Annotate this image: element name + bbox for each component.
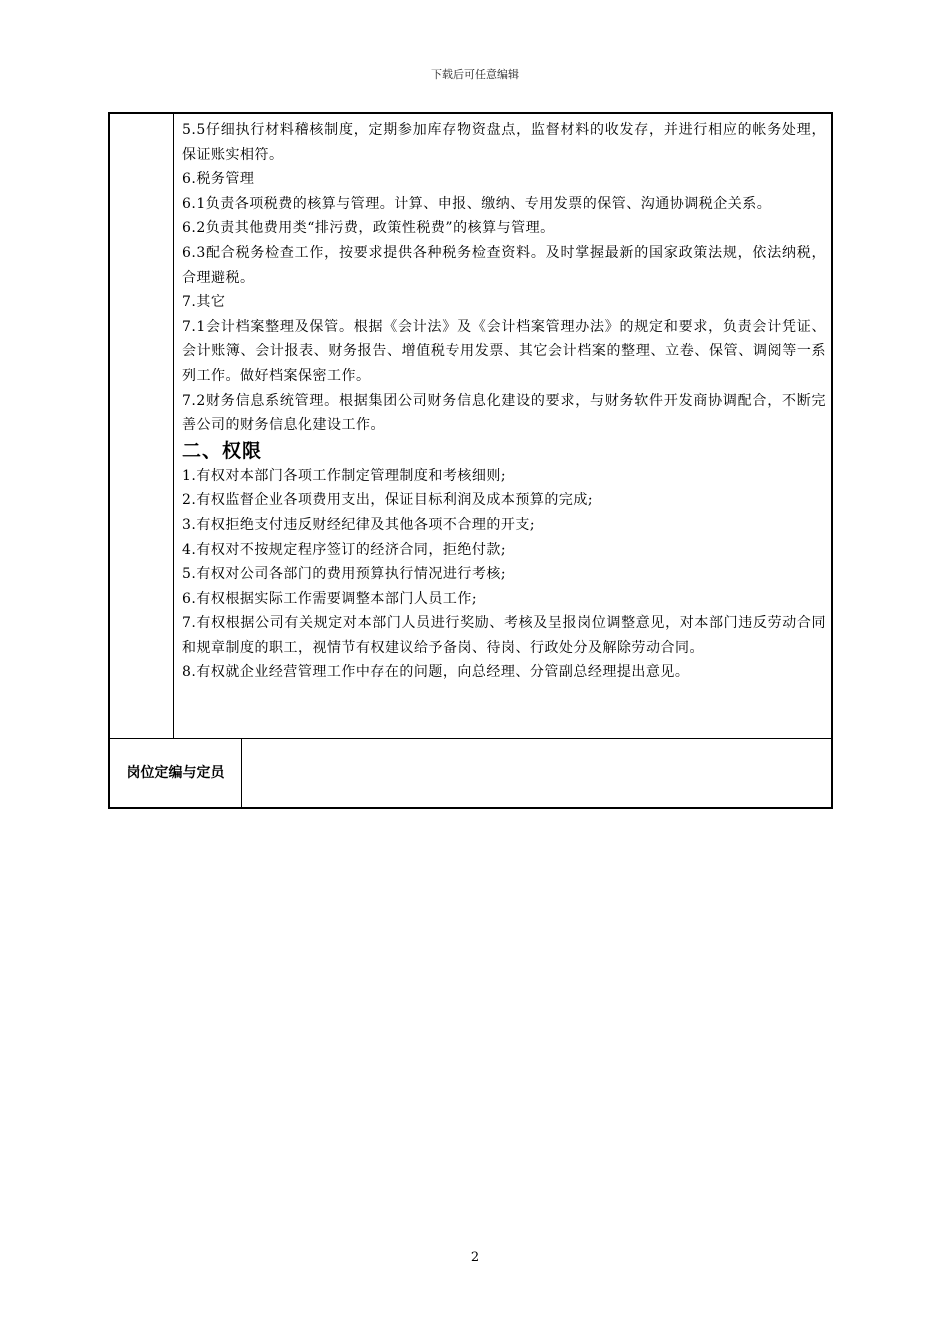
rights-item: 7.有权根据公司有关规定对本部门人员进行奖励、考核及呈报岗位调整意见，对本部门违反劳动合同和规章制度的职工，视情节有权建议给予备岗、待岗、行政处分及解除劳动合同。 bbox=[182, 615, 826, 656]
duty-item: 7.其它 bbox=[182, 294, 226, 311]
page-number: 2 bbox=[470, 1250, 480, 1265]
duty-item: 7.2财务信息系统管理。根据集团公司财务信息化建设的要求，与财务软件开发商协调配合，不断完善公司的财务信息化建设工作。 bbox=[182, 392, 826, 434]
duty-item: 5.5仔细执行材料稽核制度，定期参加库存物资盘点，监督材料的收发存，并进行相应的帐务处理，保证账实相符。 bbox=[182, 122, 826, 163]
rights-item: 1.有权对本部门各项工作制定管理制度和考核细则; bbox=[182, 467, 507, 484]
rights-item: 5.有权对公司各部门的费用预算执行情况进行考核; bbox=[182, 566, 507, 583]
duty-item: 6.3配合税务检查工作，按要求提供各种税务检查资料。及时掌握最新的国家政策法规，依法纳税，合理避税。 bbox=[182, 244, 826, 286]
job-description-table bbox=[108, 112, 833, 809]
left-label-column bbox=[110, 114, 174, 738]
staffing-label: 岗位定编与定员 bbox=[110, 739, 242, 807]
rights-item: 6.有权根据实际工作需要调整本部门人员工作; bbox=[182, 590, 478, 607]
duty-item: 6.2负责其他费用类“排污费，政策性税费”的核算与管理。 bbox=[182, 220, 555, 237]
rights-item: 2.有权监督企业各项费用支出，保证目标利润及成本预算的完成; bbox=[182, 492, 594, 509]
duty-item: 6.税务管理 bbox=[182, 171, 255, 188]
rights-section-title: 二、权限 bbox=[182, 439, 263, 462]
responsibilities-content bbox=[182, 118, 826, 685]
duty-item: 7.1会计档案整理及保管。根据《会计法》及《会计档案管理办法》的规定和要求，负责会计凭证、会计账簿、会计报表、财务报告、增值税专用发票、其它会计档案的整理、立卷、保管、调阅等一系列工作。做好档案保密工作。 bbox=[182, 318, 826, 384]
staffing-value-cell bbox=[242, 739, 831, 807]
rights-item: 4.有权对不按规定程序签订的经济合同，拒绝付款; bbox=[182, 541, 507, 558]
rights-item: 3.有权拒绝支付违反财经纪律及其他各项不合理的开支; bbox=[182, 516, 536, 533]
duty-item: 6.1负责各项税费的核算与管理。计算、申报、缴纳、专用发票的保管、沟通协调税企关系。 bbox=[182, 195, 772, 212]
header-note: 下载后可任意编辑 bbox=[431, 68, 519, 81]
staffing-row bbox=[110, 738, 831, 807]
rights-item: 8.有权就企业经营管理工作中存在的问题，向总经理、分管副总经理提出意见。 bbox=[182, 664, 690, 681]
